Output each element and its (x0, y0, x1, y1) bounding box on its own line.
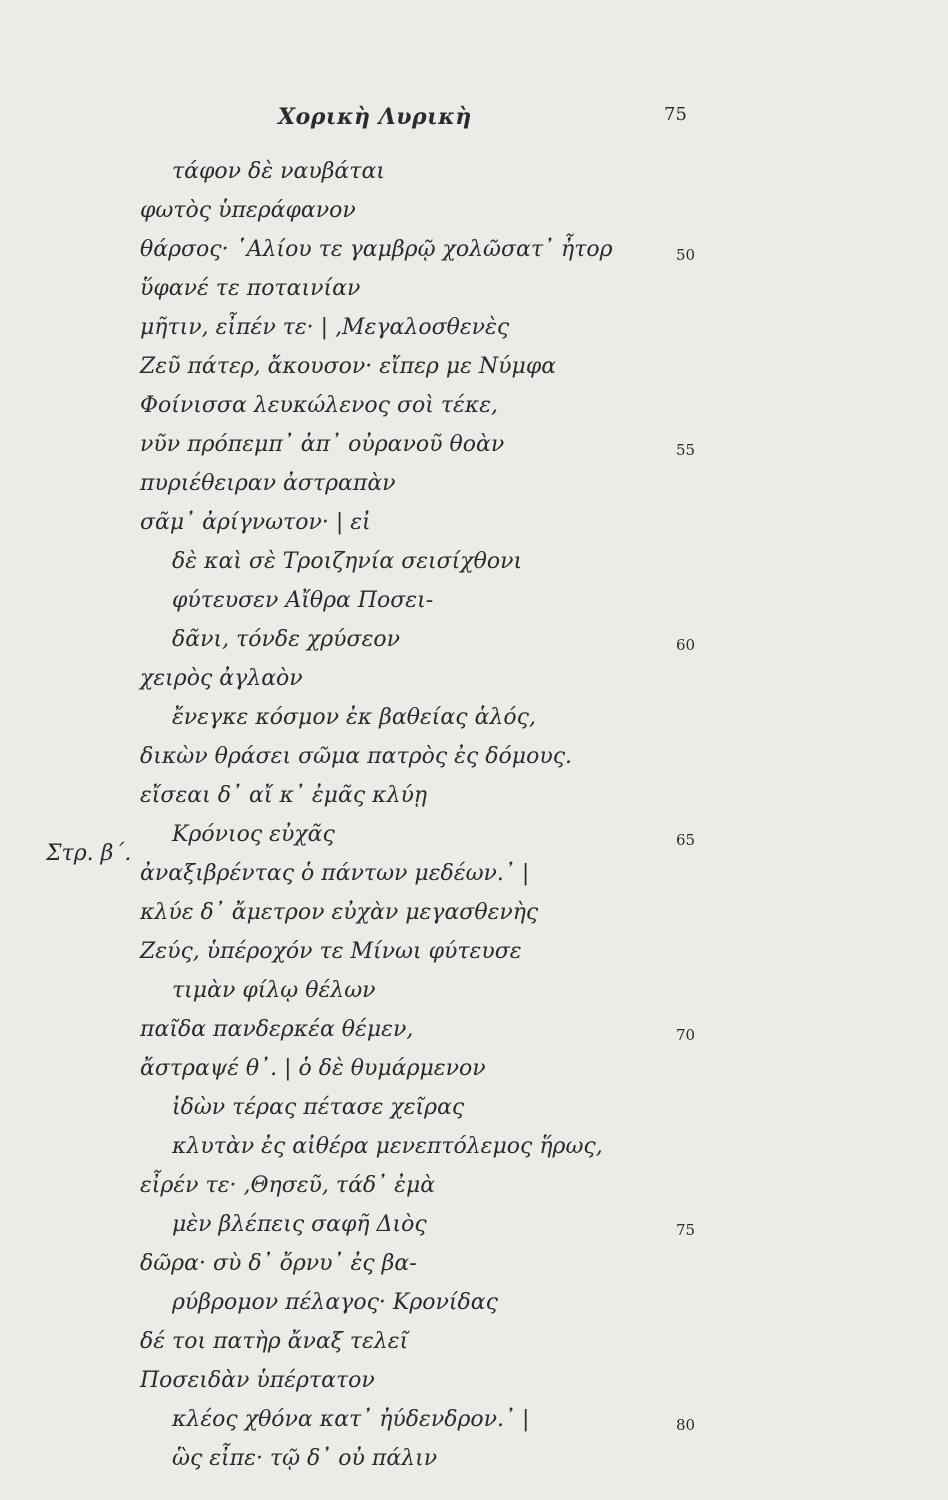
verse-line: δικὼν θράσει σῶμα πατρὸς ἐς δόμους. (140, 744, 573, 769)
strophe-label: Στρ. β΄. (46, 841, 132, 866)
verse-line: σᾶμ᾿ ἀρίγνωτον· | εἰ (140, 510, 371, 535)
line-number: 60 (676, 636, 696, 654)
running-head-title: Χορικὴ Λυρικὴ (278, 104, 472, 130)
verse-line: Ποσειδὰν ὑπέρτατον (140, 1368, 375, 1393)
verse-line: δῶρα· σὺ δ᾿ ὄρνυ᾿ ἐς βα- (140, 1251, 417, 1276)
verse-line: φύτευσεν Αἴθρα Ποσει- (172, 588, 434, 613)
line-number: 75 (676, 1221, 696, 1239)
verse-line: μῆτιν, εἶπέν τε· | ,Μεγαλοσθενὲς (140, 315, 510, 340)
verse-line: ὣς εἶπε· τῷ δ᾿ οὐ πάλιν (172, 1446, 438, 1471)
verse-line: κλύε δ᾿ ἄμετρον εὐχὰν μεγασθενὴς (140, 900, 539, 925)
verse-line: φωτὸς ὑπεράφανον (140, 198, 356, 223)
verse-line: Κρόνιος εὐχᾶς (172, 822, 335, 847)
verse-line: πυριέθειραν ἀστραπὰν (140, 471, 396, 496)
verse-line: δέ τοι πατὴρ ἄναξ τελεῖ (140, 1329, 409, 1354)
verse-line: ἄστραψέ θ᾿. | ὁ δὲ θυμάρμενον (140, 1056, 486, 1081)
verse-line: ὕφανέ τε ποταινίαν (140, 276, 361, 301)
page-number: 75 (664, 104, 687, 125)
verse-line: δᾶνι, τόνδε χρύσεον (172, 627, 401, 652)
verse-line: Φοίνισσα λευκώλενος σοὶ τέκε, (140, 393, 499, 418)
verse-line: ἀναξιβρέντας ὁ πάντων μεδέων.᾿ | (140, 861, 530, 886)
line-number: 80 (676, 1416, 696, 1434)
verse-line: κλυτὰν ἐς αἰθέρα μενεπτόλεμος ἥρως, (172, 1134, 603, 1159)
verse-line: Ζεύς, ὑπέροχόν τε Μίνωι φύτευσε (140, 939, 522, 964)
line-number: 65 (676, 831, 696, 849)
verse-line: κλέος χθόνα κατ᾿ ἠύδενδρον.᾿ | (172, 1407, 530, 1432)
verse-line: εἶρέν τε· ,Θησεῦ, τάδ᾿ ἐμὰ (140, 1173, 436, 1198)
line-number: 50 (676, 246, 696, 264)
verse-line: τιμὰν φίλῳ θέλων (172, 978, 376, 1003)
verse-line: παῖδα πανδερκέα θέμεν, (140, 1017, 414, 1042)
line-number: 55 (676, 441, 696, 459)
verse-line: νῦν πρόπεμπ᾿ ἀπ᾿ οὐρανοῦ θοὰν (140, 432, 505, 457)
verse-line: μὲν βλέπεις σαφῆ Διὸς (172, 1212, 427, 1237)
verse-line: δὲ καὶ σὲ Τροιζηνία σεισίχθονι (172, 549, 523, 574)
verse-line: θάρσος· ῾Αλίου τε γαμβρῷ χολῶσατ᾿ ἦτορ (140, 237, 613, 262)
verse-line: ἰδὼν τέρας πέτασε χεῖρας (172, 1095, 465, 1120)
verse-line: εἴσεαι δ᾿ αἴ κ᾿ ἐμᾶς κλύῃ (140, 783, 428, 808)
verse-line: Ζεῦ πάτερ, ἄκουσον· εἴπερ με Νύμφα (140, 354, 557, 379)
verse-line: τάφον δὲ ναυβάται (172, 159, 385, 184)
verse-line: ρύβρομον πέλαγος· Κρονίδας (172, 1290, 498, 1315)
verse-line: χειρὸς ἀγλαὸν (140, 666, 303, 691)
line-number: 70 (676, 1026, 696, 1044)
verse-line: ἔνεγκε κόσμον ἐκ βαθείας ἁλός, (172, 705, 536, 730)
